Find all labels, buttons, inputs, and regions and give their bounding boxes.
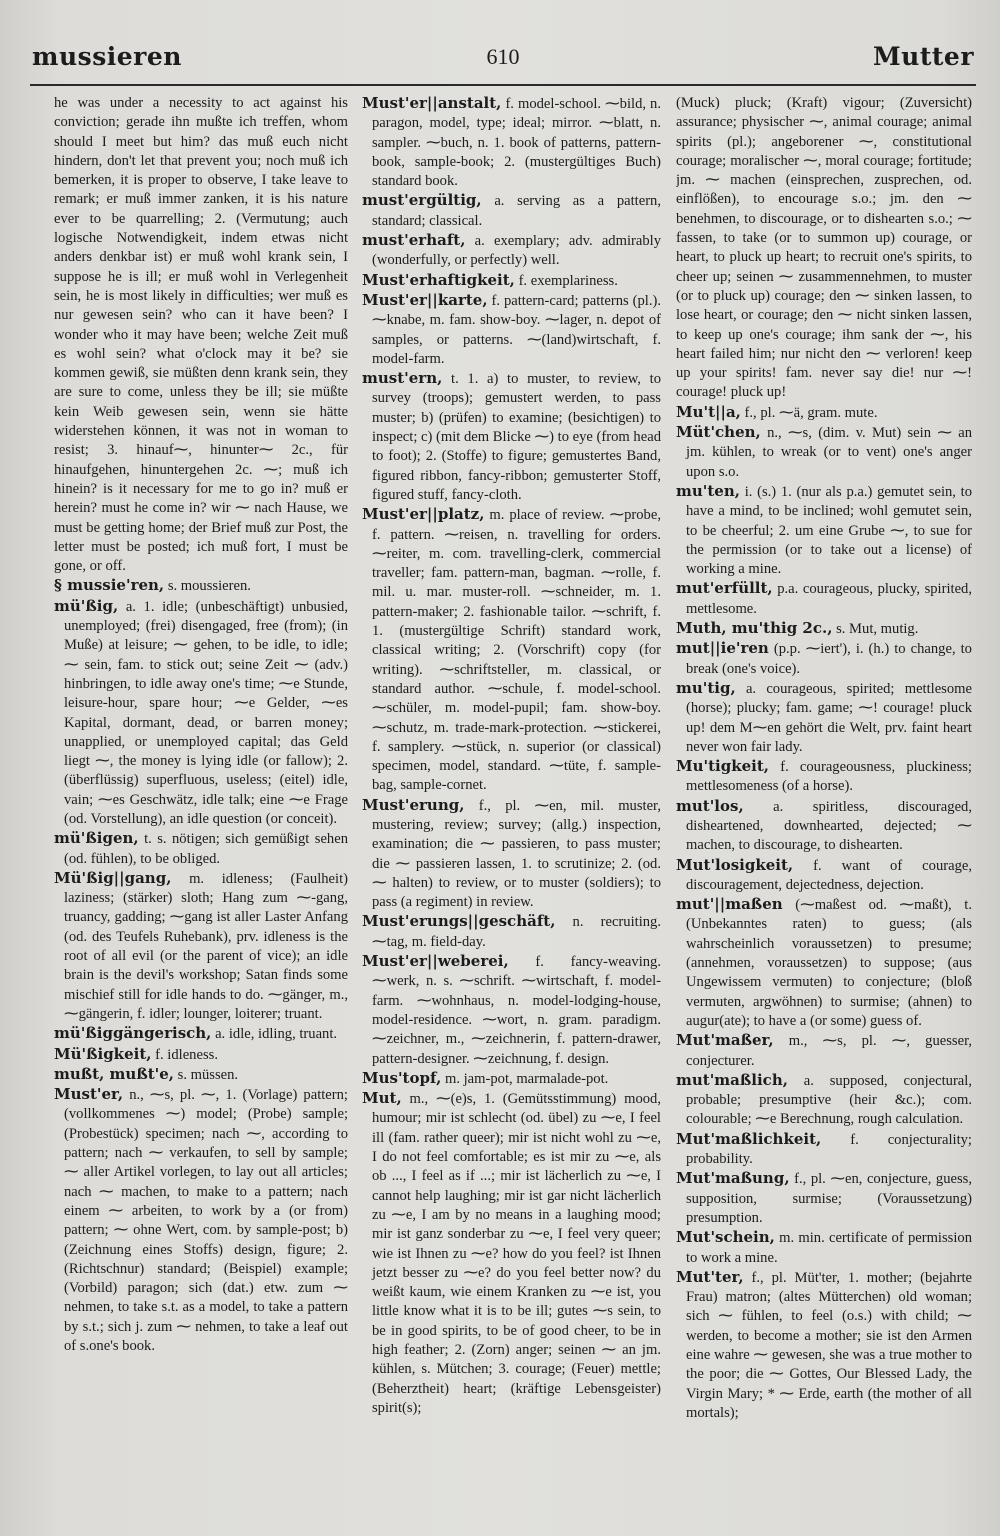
dictionary-entry [676, 856, 972, 896]
definition-text: n., ⁓s, pl. ⁓, 1. (Vorlage) pattern; (vollkommenes ⁓) model; (Probe) sample; (Probestück) specimen; nach ⁓, according to pattern; nach ⁓ verkaufen, to sell by sample; ⁓ aller Artikel vorlegen, to lay out all articles; nach ⁓ machen, to make to a pattern; nach einem ⁓ arbeiten, to work by a (or from) pattern; ⁓ ohne Wert, com. by sample-post; b) (Zeichnung eines Stoffs) design, figure; 2. (Richtschnur) standard; (Beispiel) example; (Vorbild) paragon; sich (dat.) etw. zum ⁓ nehmen, to take s.t. as a model, to take a pattern by s.t.; sich j. zum ⁓ nehmen, to take a leaf out of s.one's book. [64, 1087, 348, 1354]
dictionary-entry [676, 1031, 972, 1071]
headword: mußt, mußt'e, [54, 1064, 175, 1083]
headword: Mut, [362, 1089, 402, 1108]
dictionary-entry [362, 191, 661, 231]
definition-text: f. want of courage, discouragement, dejectedness, dejection. [686, 857, 972, 893]
headword: Must'erung, [362, 795, 465, 814]
entry-continuation [54, 94, 348, 576]
definition-text: a. supposed, conjectural, probable; presumptive (heir &c.); com. colourable; ⁓e Berechnung, rough calculation. [686, 1072, 972, 1128]
dictionary-entry [362, 291, 661, 369]
definition-text: s. müssen. [177, 1066, 239, 1083]
definition-text: (⁓maßest od. ⁓maßt), t. (Unbekanntes raten) to guess; (als wahrscheinlich voraussetzen) to presume; (annehmen, voraussetzen) to suppose; (aus Ungewissem vermuten) to conjecture; (bloß vermuten, argwöhnen) to surmise; (ahnen) to augur(ate); to have a (or some) guess of. [686, 897, 972, 1029]
dictionary-entry [676, 639, 972, 679]
headword: Mü'ßigkeit, [54, 1044, 152, 1063]
dictionary-entry [362, 231, 661, 271]
right-guide-word: Mutter [872, 42, 974, 71]
dictionary-entry [54, 1024, 348, 1044]
page-header [32, 38, 974, 82]
definition-text: a. 1. idle; (unbeschäftigt) unbusied, unemployed; (frei) disengaged, free (from); (in Muße) at leisure; ⁓ gehen, to be idle, to idle; ⁓ sein, fam. to stick out; seine Zeit ⁓ (adv.) hinbringen, to idle away one's time; ⁓e Stunde, leisure-hour, spare hour; ⁓e Gelder, ⁓es Kapital, dormant, dead, or barren money; unapplied, or unemployed capital; das Geld liegt ⁓, the money is lying idle (or fallow); 2. (überflüssig) superfluous, useless; (eitel) idle, vain; ⁓es Geschwätz, idle talk; eine ⁓e Frage (od. Vorstellung), an idle question (or conceit). [64, 598, 348, 827]
headword: Must'erungs||geschäft, [362, 912, 556, 931]
dictionary-entry [362, 271, 661, 291]
dictionary-entry [676, 482, 972, 579]
headword: Must'erhaftigkeit, [362, 270, 515, 289]
dictionary-entry [362, 505, 661, 795]
definition-text: s. moussieren. [167, 578, 251, 595]
entry-continuation [676, 94, 972, 403]
definition-text: a. serving as a pattern, standard; classical. [372, 193, 661, 229]
definition-text: m. jam-pot, marmalade-pot. [444, 1070, 609, 1087]
definition-text: (p.p. ⁓iert'), i. (h.) to change, to break (one's voice). [686, 641, 972, 677]
definition-text: f. conjecturality; probability. [686, 1131, 972, 1168]
dictionary-entry [676, 423, 972, 482]
dictionary-entry [54, 1065, 348, 1085]
definition-text: f. model-school. ⁓bild, n. paragon, model, type; ideal; mirror. ⁓blatt, n. sampler. ⁓buch, n. 1. book of patterns, pattern-book, sample-book; 2. (mustergültiges Buch) standard book. [372, 96, 661, 190]
definition-text: m., ⁓s, pl. ⁓, guesser, conjecturer. [686, 1033, 972, 1069]
page-number: 610 [486, 44, 520, 69]
headword: Mut'maßer, [676, 1031, 774, 1050]
definition-text: m. min. certificate of permission to work a mine. [686, 1230, 972, 1266]
header-rule [30, 84, 976, 86]
headword: mü'ßigen, [54, 829, 139, 848]
dictionary-entry [54, 1085, 348, 1356]
dictionary-entry [676, 679, 972, 757]
headword: must'ergültig, [362, 191, 482, 210]
dictionary-entry [676, 1130, 972, 1170]
headword: Muth, mu'thig 2c., [676, 619, 833, 638]
definition-text: n. recruiting. ⁓tag, m. field-day. [372, 914, 661, 950]
dictionary-entry [362, 94, 661, 191]
dictionary-entry [676, 757, 972, 797]
definition-text: t. s. nötigen; sich gemüßigt sehen (od. fühlen), to be obliged. [64, 831, 348, 867]
headword: mü'ßiggängerisch, [54, 1024, 212, 1043]
headword: Mü'ßig||gang, [54, 868, 172, 887]
headword: Mus'topf, [362, 1068, 442, 1087]
dictionary-entry [54, 1045, 348, 1065]
definition-text: i. (s.) 1. (nur als p.a.) gemutet sein, to have a mind, to be inclined; wohl gemutet sein, to be cheerful; 2. um eine Grube ⁓, to sue for the permission (or to take out a license) of working a mine. [686, 483, 972, 578]
headword: Mut'maßlichkeit, [676, 1129, 822, 1148]
definition-text: f., pl. ⁓ä, gram. mute. [744, 404, 878, 421]
headword: mü'ßig, [54, 596, 119, 615]
dictionary-entry [676, 619, 972, 639]
headword: must'ern, [362, 369, 443, 388]
dictionary-entry [362, 952, 661, 1069]
dictionary-entry [676, 797, 972, 856]
headword: mut||ie'ren [676, 639, 769, 658]
headword: mut'erfüllt, [676, 579, 773, 598]
headword: Must'er||karte, [362, 290, 488, 309]
dictionary-entry [676, 1169, 972, 1228]
headword: Must'er||platz, [362, 505, 485, 524]
dictionary-entry [676, 895, 972, 1031]
definition-text: f., pl. Müt'ter, 1. mother; (bejahrte Frau) matron; (altes Mütterchen) old woman; sich ⁓ fühlen, to feel (o.s.) with child; ⁓ werden, to become a mother; sie ist den Armen eine wahre ⁓ gewesen, she was a true mother to the poor; die ⁓ Gottes, Our Blessed Lady, the Virgin Mary; * ⁓ Erde, earth (the mother of all mortals); [686, 1269, 972, 1421]
headword: Must'er||anstalt, [362, 94, 502, 112]
definition-text: n., ⁓s, (dim. v. Mut) sein ⁓ an jm. kühlen, to wreak (or to vent) one's anger upon s.o. [686, 425, 972, 480]
dictionary-entry [362, 912, 661, 952]
dictionary-entry [54, 869, 348, 1024]
definition-text: (Muck) pluck; (Kraft) vigour; (Zuversicht) assurance; physischer ⁓, animal courage; animal spirits (pl.); angeborener ⁓, constitutional courage; moralischer ⁓, moral courage; fortitude; jm. ⁓ machen (einsprechen, zusprechen, od. einflößen), to encourage s.o.; jm. den ⁓ benehmen, to discourage, or to dishearten s.o.; ⁓ fassen, to take (or to summon up) courage, or heart, to pluck up heart; to recruit one's spirits, to cheer up; seinen ⁓ zusammennehmen, to muster (or to pluck up) courage; den ⁓ sinken lassen, to lose heart, or courage; den ⁓ nicht sinken lassen, to keep up one's courage; ihm sank der ⁓, his heart failed him; nur nicht den ⁓ verloren! keep up your spirits! fam. never say die! nur ⁓! courage! pluck up! [676, 95, 972, 401]
definition-text: f. courageousness, pluckiness; mettlesomeness (of a horse). [686, 759, 972, 795]
dictionary-entry [54, 576, 348, 596]
headword: Mu't||a, [676, 402, 741, 421]
dictionary-entry [676, 1228, 972, 1268]
headword: § mussie'ren, [54, 576, 165, 595]
headword: Müt'chen, [676, 423, 761, 442]
column-middle [362, 94, 661, 1514]
dictionary-entry [362, 796, 661, 913]
headword: Must'er||weberei, [362, 952, 509, 971]
headword: Mut'schein, [676, 1228, 775, 1247]
column-right [676, 94, 972, 1514]
headword: Must'er, [54, 1085, 124, 1104]
definition-text: f. idleness. [155, 1046, 218, 1063]
headword: Mut'maßung, [676, 1169, 790, 1188]
dictionary-entry [362, 1069, 661, 1089]
headword: mut'los, [676, 796, 744, 815]
definition-text: a. exemplary; adv. admirably (wonderfully, or perfectly) well. [372, 233, 661, 269]
headword: Mut'losigkeit, [676, 855, 794, 874]
definition-text: m. place of review. ⁓probe, f. pattern. ⁓reisen, n. travelling for orders. ⁓reiter, m. com. travelling-clerk, commercial traveller; fam. pattern-man, bagman. ⁓rolle, f. mil. u. mar. muster-roll. ⁓schneider, m. 1. pattern-maker; 2. fashionable tailor. ⁓schrift, f. 1. (mustergültige Schrift) standard work, classical writing; 2. (Vorschrift) copy (for writing). ⁓schriftsteller, m. classical, or standard author. ⁓schule, f. model-school. ⁓schüler, m. model-pupil; fam. show-boy. ⁓schutz, m. trade-mark-protection. ⁓stickerei, f. samplery. ⁓stück, n. superior (or classical) specimen, model, standard. ⁓tüte, f. sample-bag, sample-cornet. [372, 507, 661, 794]
dictionary-entry [676, 1268, 972, 1423]
definition-text: f. fancy-weaving. ⁓werk, n. s. ⁓schrift. ⁓wirtschaft, f. model-farm. ⁓wohnhaus, n. model-lodging-house, model-residence. ⁓wort, n. gram. paradigm. ⁓zeichner, m., ⁓zeichnerin, f. pattern-drawer, pattern-designer. ⁓zeichnung, f. design. [372, 954, 661, 1067]
dictionary-entry [676, 579, 972, 619]
definition-text: t. 1. a) to muster, to review, to survey (troops); gemustert werden, to pass muster; b) (prüfen) to examine; (besichtigen) to inspect; c) (mit dem Blicke ⁓) to eye (from head to foot); 2. (Stoffe) to figure; gemustertes Band, figured ribbon, fancy-ribbon; gemusterter Stoff, figured stuff, fancy-cloth. [372, 371, 661, 503]
definition-text: a. spiritless, discouraged, disheartened, downhearted, dejected; ⁓ machen, to discourage, to dishearten. [686, 798, 972, 854]
headword: mu'ten, [676, 481, 740, 500]
left-guide-word: mussieren [32, 42, 182, 71]
dictionary-entry [676, 403, 972, 423]
dictionary-entry [54, 597, 348, 830]
headword: mut'maßlich, [676, 1070, 788, 1089]
definition-text: a. idle, idling, truant. [215, 1026, 338, 1043]
definition-text: f. pattern-card; patterns (pl.). ⁓knabe, m. fam. show-boy. ⁓lager, n. depot of samples, or patterns. ⁓(land)wirtschaft, f. model-farm. [372, 292, 661, 367]
definition-text: f., pl. ⁓en, conjecture, guess, supposition, surmise; (Voraussetzung) presumption. [686, 1171, 972, 1226]
dictionary-entry [362, 1089, 661, 1418]
definition-text: he was under a necessity to act against his conviction; gerade ihn mußte ich treffen, whom should I meet but him? das muß euch nicht hindern, don't let that prevent you; noch muß ich bemerken, it is proper to observe, I take leave to remark; er muß immer zanken, it is his nature ever to be quarrelling; 2. (Vermutung; auch logische Notwendigkeit, indem etwas nicht anders denkbar ist) er muß wohl krank sein, I suppose he is ill; er muß wohl in Verlegenheit sein, he is most likely in difficulties; wer muß es nur gewesen sein? who can it have been? I wonder who it may have been; welche Zeit muß es wohl sein? what o'clock may it be? sie kommen gewiß, sie müßten denn krank sein, they are sure to come, unless they be ill; sie müßte kein Weib gewesen sein, wenn sie hätte widerstehen können, it was not in woman to resist; 3. hinauf⁓, hinunter⁓ 2c., für hinaufgehen, hinuntergehen 2c. ⁓; muß ich hinein? is it necessary for me to go in? muß er herein? must he come in? wir ⁓ nach Hause, we must be getting home; der Brief muß zur Post, the letter must be posted; ich muß fort, I must be gone, or off. [54, 95, 348, 575]
definition-text: p.a. courageous, plucky, spirited, mettlesome. [686, 581, 972, 617]
definition-text: m. idleness; (Faulheit) laziness; (stärker) sloth; Hang zum ⁓-gang, truancy, gadding; ⁓gang ist aller Laster Anfang (od. des Teufels Ruhebank), prv. idleness is the root of all evil (or the parent of vice); an idle brain is the devil's workshop; Satan finds some mischief still for idle hands to do. ⁓gänger, m., ⁓gängerin, f. idler; lounger, loiterer; truant. [64, 870, 348, 1022]
dictionary-entry [676, 1071, 972, 1130]
definition-text: m., ⁓(e)s, 1. (Gemütsstimmung) mood, humour; mir ist schlecht (od. übel) zu ⁓e, I feel ill (fam. rather queer); mir ist nicht wohl zu ⁓e, I do not feel comfortable; es ist mir zu ⁓e, als ob ..., I feel as if ...; mir ist lächerlich zu ⁓e, I cannot help laughing; mir ist gar nicht lächerlich zu ⁓e, I am by no means in a laughing mood; mir ist ganz sonderbar zu ⁓e, I feel very queer; wie ist Ihnen zu ⁓e? how do you feel? ist Ihnen jetzt besser zu ⁓e? do you feel better now? du weißt kaum, wie einem Kranken zu ⁓e ist, you little know what it is to be ill; gutes ⁓s sein, to be in good spirits, to be of good cheer, to be in high feather; 2. (Zorn) anger; seinen ⁓ an jm. kühlen, s. Mütchen; 3. courage; (Feuer) mettle; (Beherztheit) heart; (kräftige Lebensgeister) spirit(s); [372, 1091, 661, 1416]
headword: mut'||maßen [676, 895, 783, 914]
headword: Mu'tigkeit, [676, 757, 770, 776]
definition-text: f. exemplariness. [518, 272, 618, 289]
dictionary-entry [54, 829, 348, 869]
headword: must'erhaft, [362, 231, 466, 250]
headword: Mut'ter, [676, 1267, 744, 1286]
column-left [54, 94, 348, 1514]
dictionary-entry [362, 369, 661, 505]
definition-text: a. courageous, spirited; mettlesome (horse); plucky; fam. game; ⁓! courage! pluck up! dem M⁓en gehört die Welt, prv. faint heart never won fair lady. [686, 680, 972, 755]
definition-text: s. Mut, mutig. [836, 621, 919, 638]
headword: mu'tig, [676, 678, 736, 697]
definition-text: f., pl. ⁓en, mil. muster, mustering, review; survey; (allg.) inspection, examination; die ⁓ passieren, to pass muster; die ⁓ passieren lassen, 1. to scrutinize; 2. (od. ⁓ halten) to review, or to muster (soldiers); to pass (a regiment) in review. [372, 797, 661, 911]
